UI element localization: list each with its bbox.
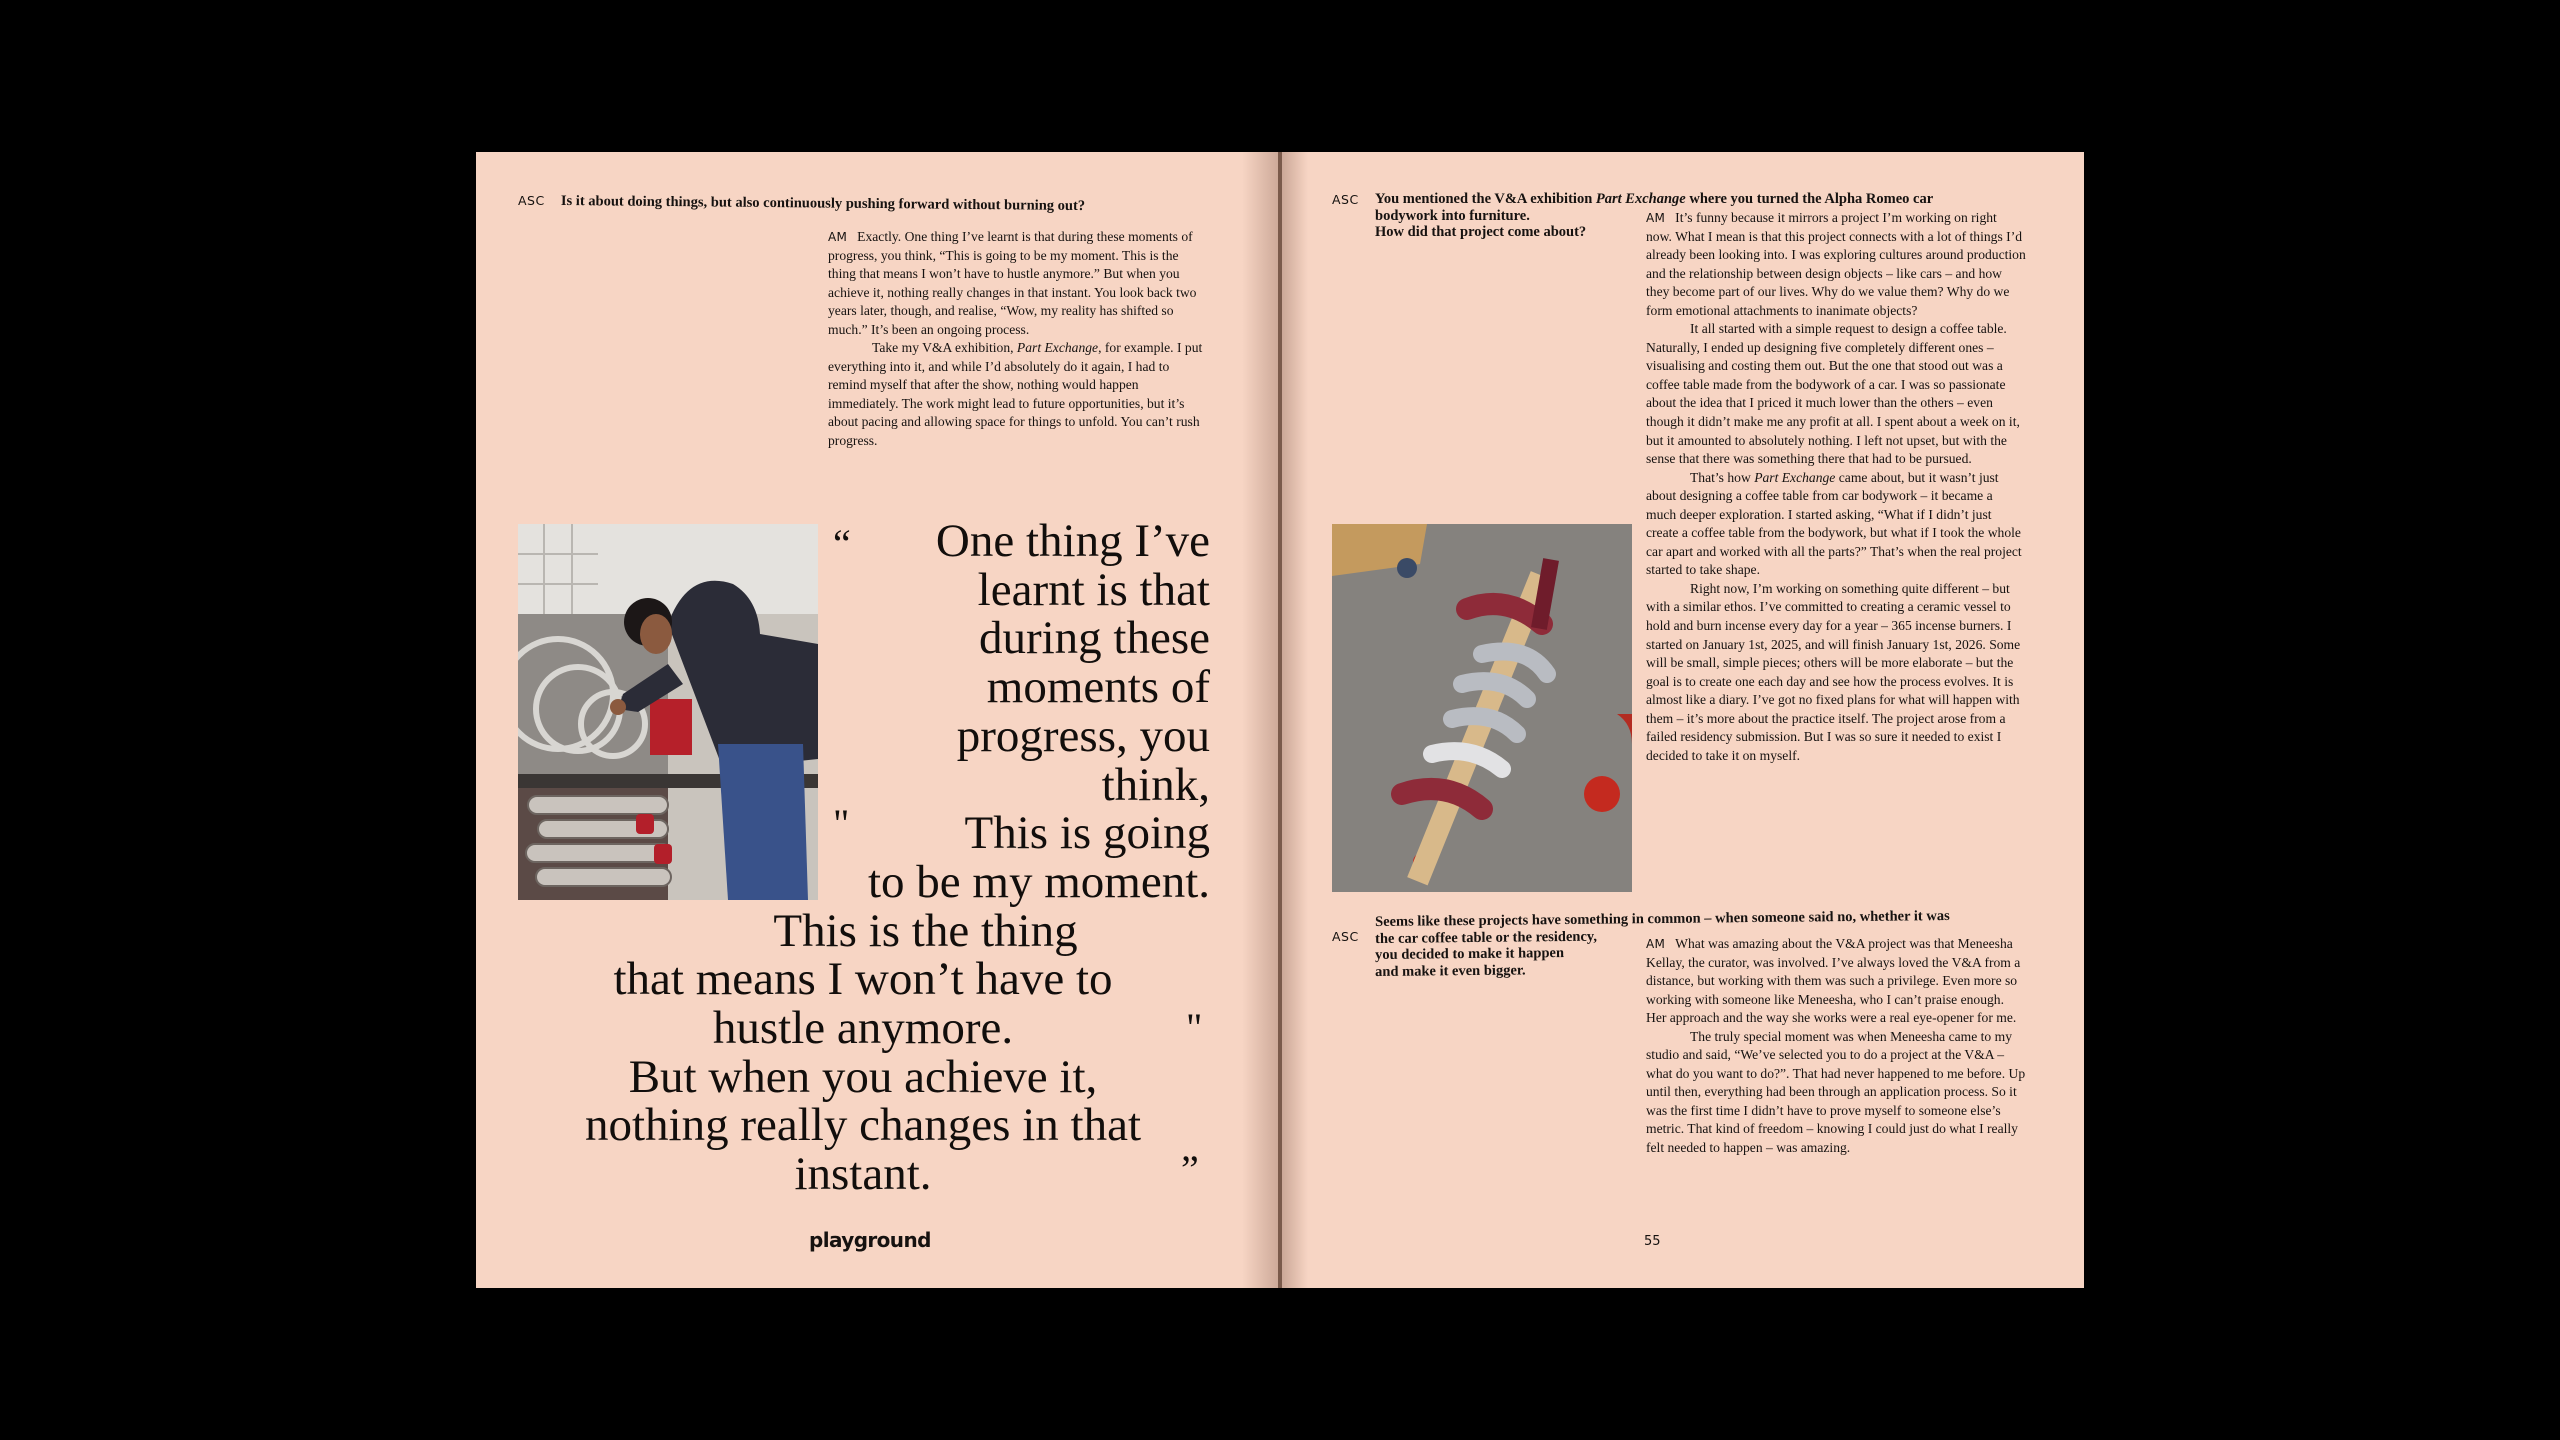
- answer-speaker: AM: [1646, 937, 1666, 951]
- pull-quote-line: This is the thing: [773, 904, 1078, 957]
- answer-speaker: AM: [1646, 211, 1666, 225]
- interview-question: Is it about doing things, but also continuously pushing forward without burning out?: [560, 193, 1086, 215]
- pull-quote-line: moments of: [986, 661, 1210, 714]
- pull-quote-line: progress, you: [956, 709, 1210, 762]
- pull-quote-line: during these: [978, 612, 1210, 665]
- left-page: [476, 152, 1280, 1288]
- answer-paragraph: It all started with a simple request to design a coffee table. Naturally, I ended up designing five completely different ones – visualising and costing them out. But the one that stood out was a coffee table made from the bodywork of a car. I was so passionate about the idea that I priced it much lower than the others – even though it didn’t make me any profit at all. I spent about a week on it, but it amounted to absolutely nothing. I left not upset, but with the sense that there was something there that had to be pursued.: [1646, 321, 2020, 467]
- pull-quote-line: think,: [1101, 758, 1210, 811]
- answer-paragraph: Right now, I’m working on something quite different – but with a similar ethos. I’ve committed to creating a ceramic vessel to hold and burn incense every day for a year – 365 incense burners. I started on January 1st, 2025, and will finish January 1st, 2026. Some will be small, simple pieces; others will be more elaborate – but the goal is to create one each day and see how the process evolves. It is almost like a diary. I’ve got no fixed plans for what will happen with them – it’s more about the practice itself. The project arose from a failed residency submission. But I was so sure it needed to exist I decided to take it on myself.: [1646, 580, 2021, 763]
- pull-quote-line: to be my moment.: [867, 855, 1210, 908]
- answer-block: [1646, 209, 2026, 765]
- spine-fold: [1278, 152, 1282, 1288]
- pull-quote-inner-open-mark: ": [833, 801, 850, 846]
- pull-quote-line: that means I won’t have to: [613, 953, 1113, 1006]
- answer-paragraph: It’s funny because it mirrors a project I’m working on right now. What I mean is that this project connects with a lot of things I’d already been looking into. I was exploring cultures around production and the relationship between design objects – like cars – and how they become part of our lives. Why do we value them? Why do we form emotional attachments to inanimate objects?: [1646, 210, 2026, 318]
- pull-quote-line: But when you achieve it,: [628, 1050, 1098, 1103]
- question-speaker: ASC: [1332, 929, 1359, 944]
- magazine-spread: [476, 152, 2084, 1288]
- answer-block: [828, 228, 1204, 451]
- pull-quote-line: nothing really changes in that: [584, 1099, 1141, 1152]
- pull-quote: [476, 517, 1210, 1199]
- pull-quote-line: instant.: [794, 1148, 932, 1201]
- interview-question: Seems like these projects have something in common – when someone said no, whether it was the car coffee table or the residency, you decided to make it happen and make it even bigger.: [1375, 907, 1950, 980]
- question-speaker: ASC: [1332, 192, 1359, 207]
- page-number: 55: [1644, 1234, 1661, 1249]
- answer-paragraph: That’s how Part Exchange came about, but it wasn’t just about designing a coffee table from car bodywork – it became a much deeper exploration. I started asking, “What if I didn’t just create a coffee table from the bodywork, but what if I took the whole car apart and worked with all the parts?” That’s when the real project started to take shape.: [1646, 469, 2022, 578]
- pull-quote-inner-close-mark: ": [1186, 1005, 1203, 1050]
- answer-paragraph: Exactly. One thing I’ve learnt is that during these moments of progress, you think, “This is going to be my moment. This is the thing that means I won’t have to hustle anymore.” But when you achieve it, nothing really changes in that instant. You look back two years later, though, and realise, “Wow, my reality has shifted so much.” It’s been an ongoing process.: [828, 229, 1197, 337]
- question-speaker: ASC: [518, 193, 545, 208]
- pull-quote-line: hustle anymore.: [712, 1002, 1014, 1055]
- pull-quote-line: This is going: [964, 807, 1210, 860]
- answer-paragraph: The truly special moment was when Meneesha came to my studio and said, “We’ve selected you to do a project at the V&A – what do you want to do?”. That had never happened to me before. Up until then, everything had been through an application process. So it was the first time I didn’t have to prove myself to someone else’s metric. That kind of freedom – knowing I could just do what I really felt needed to happen – was amazing.: [1646, 1028, 2026, 1156]
- answer-paragraph: Take my V&A exhibition, Part Exchange, for example. I put everything into it, and while I’d absolutely do it again, I had to remind myself that after the show, nothing would happen immediately. The work might lead to future opportunities, but it’s about pacing and allowing space for things to unfold. You can’t rush progress.: [828, 340, 1203, 449]
- sculpture-photo: [1332, 524, 1632, 892]
- pull-quote-line: learnt is that: [977, 563, 1210, 616]
- pull-quote-close-mark: ”: [1181, 1147, 1199, 1192]
- pull-quote-line: One thing I’ve: [935, 515, 1210, 567]
- playground-logo: playground: [809, 1228, 931, 1252]
- answer-speaker: AM: [828, 230, 848, 244]
- answer-paragraph: What was amazing about the V&A project was that Meneesha Kellay, the curator, was involved. I’ve always loved the V&A from a distance, but working with them was such a privilege. Even more so working with someone like Meneesha, who I can’t praise enough. Her approach and the way she works were a real eye-opener for me.: [1646, 936, 2021, 1026]
- pull-quote-open-mark: “: [833, 521, 851, 566]
- interview-question: You mentioned the V&A exhibition Part Exchange where you turned the Alpha Romeo car bodywork into furniture. How did that project come about?: [1375, 191, 1934, 240]
- right-page: [1280, 152, 2084, 1288]
- answer-block: [1646, 935, 2026, 1158]
